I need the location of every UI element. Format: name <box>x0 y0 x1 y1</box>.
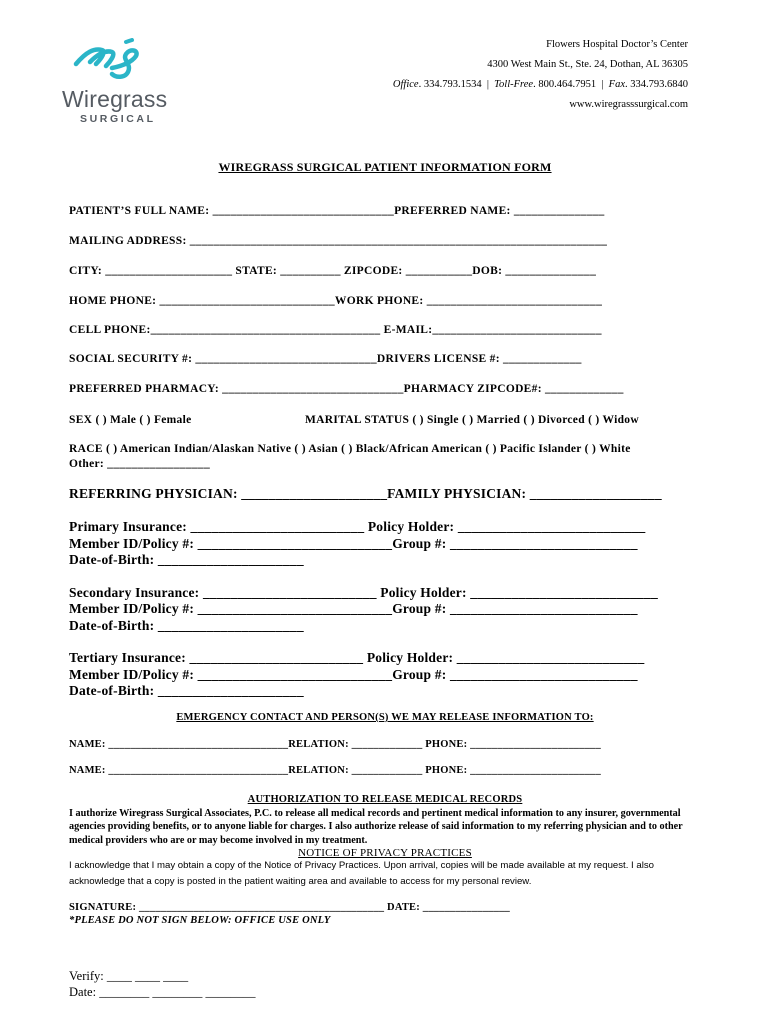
secondary-dob-field[interactable]: Date-of-Birth: _____________________ <box>69 618 304 633</box>
city-state-zip-dob-field[interactable]: CITY: _____________________ STATE: __________ ZIPCODE: ___________DOB: _______________ <box>69 265 597 277</box>
secondary-insurance-field[interactable]: Secondary Insurance: _________________________ Policy Holder: ___________________________ <box>69 585 658 600</box>
authorization-heading: AUTHORIZATION TO RELEASE MEDICAL RECORDS <box>247 794 523 805</box>
tertiary-dob-field[interactable]: Date-of-Birth: _____________________ <box>69 683 304 698</box>
fax-label: Fax <box>608 79 625 90</box>
ssn-license-field[interactable]: SOCIAL SECURITY #: ______________________________DRIVERS LICENSE #: _____________ <box>69 353 582 365</box>
secondary-member-id-field[interactable]: Member ID/Policy #: ____________________________Group #: ___________________________ <box>69 601 638 616</box>
wiregrass-logo-mark <box>72 38 144 80</box>
physicians-field[interactable]: REFERRING PHYSICIAN: _____________________FAMILY PHYSICIAN: ___________________ <box>69 486 662 501</box>
signature-date-field[interactable]: SIGNATURE: _____________________________________________ DATE: ________________ <box>69 902 510 913</box>
race-options[interactable]: RACE ( ) American Indian/Alaskan Native ( ) Asian ( ) Black/African American ( ) Pacific Islander ( ) White <box>69 443 631 455</box>
marital-status-options[interactable]: MARITAL STATUS ( ) Single ( ) Married ( ) Divorced ( ) Widow <box>305 414 639 426</box>
header-phones <box>393 79 688 90</box>
mailing-address-field[interactable]: MAILING ADDRESS: _____________________________________________________________________ <box>69 235 608 247</box>
emergency-heading: EMERGENCY CONTACT AND PERSON(S) WE MAY RELEASE INFORMATION TO: <box>176 712 594 723</box>
sex-options[interactable]: SEX ( ) Male ( ) Female <box>69 414 192 426</box>
emergency-contact-row[interactable]: NAME: _________________________________RELATION: _____________ PHONE: ________________________ <box>69 739 601 750</box>
primary-dob-field[interactable]: Date-of-Birth: _____________________ <box>69 552 304 567</box>
header-org-name: Flowers Hospital Doctor’s Center <box>546 39 688 50</box>
tollfree-label: Toll-Free <box>494 79 534 90</box>
race-other-field[interactable]: Other: _________________ <box>69 458 211 470</box>
office-phone: . 334.793.1534 <box>418 79 482 90</box>
logo-subtitle: SURGICAL <box>80 113 156 125</box>
emergency-contact-row[interactable]: NAME: _________________________________RELATION: _____________ PHONE: ________________________ <box>69 765 601 776</box>
cell-phone-email-field[interactable]: CELL PHONE:______________________________________ E-MAIL:____________________________ <box>69 324 602 336</box>
verify-field[interactable]: Verify: ____ ____ ____ <box>69 969 189 983</box>
patient-name-field[interactable]: PATIENT’S FULL NAME: ______________________________PREFERRED NAME: _______________ <box>69 205 605 217</box>
logo-wordmark: Wiregrass <box>62 86 168 112</box>
office-label: Office <box>392 79 419 90</box>
office-use-note: *PLEASE DO NOT SIGN BELOW: OFFICE USE ONLY <box>69 915 331 926</box>
tertiary-insurance-field[interactable]: Tertiary Insurance: _________________________ Policy Holder: ___________________________ <box>69 650 645 665</box>
separator: | <box>601 79 604 90</box>
header-website: www.wiregrasssurgical.com <box>569 99 688 110</box>
separator: | <box>486 79 489 90</box>
privacy-heading: NOTICE OF PRIVACY PRACTICES <box>298 847 472 859</box>
header-address: 4300 West Main St., Ste. 24, Dothan, AL 36305 <box>487 59 688 70</box>
primary-member-id-field[interactable]: Member ID/Policy #: ____________________________Group #: ___________________________ <box>69 536 638 551</box>
form-title: WIREGRASS SURGICAL PATIENT INFORMATION FORM <box>218 160 552 174</box>
privacy-text: I acknowledge that I may obtain a copy of the Notice of Privacy Practices. Upon arrival, copies will be made available at my request. I also acknowledge that a copy is posted in the patient waiting area and available to access for my personal review. <box>69 860 654 887</box>
tertiary-member-id-field[interactable]: Member ID/Policy #: ____________________________Group #: ___________________________ <box>69 667 638 682</box>
home-work-phone-field[interactable]: HOME PHONE: _____________________________WORK PHONE: _____________________________ <box>69 295 603 307</box>
tollfree-phone: . 800.464.7951 <box>533 79 597 90</box>
primary-insurance-field[interactable]: Primary Insurance: _________________________ Policy Holder: ___________________________ <box>69 519 646 534</box>
authorization-text: I authorize Wiregrass Surgical Associates, P.C. to release all medical records and pertinent medical information to any insurer, governmental agencies providing benefits, or to anyone liable for charges. I also authorize release of said information to my referring physician and to other medical providers who are or may become involved in my treatment. <box>69 808 683 846</box>
office-date-field[interactable]: Date: ________ ________ ________ <box>69 985 256 999</box>
fax-phone: . 334.793.6840 <box>625 79 688 90</box>
pharmacy-field[interactable]: PREFERRED PHARMACY: ______________________________PHARMACY ZIPCODE#: _____________ <box>69 383 624 395</box>
